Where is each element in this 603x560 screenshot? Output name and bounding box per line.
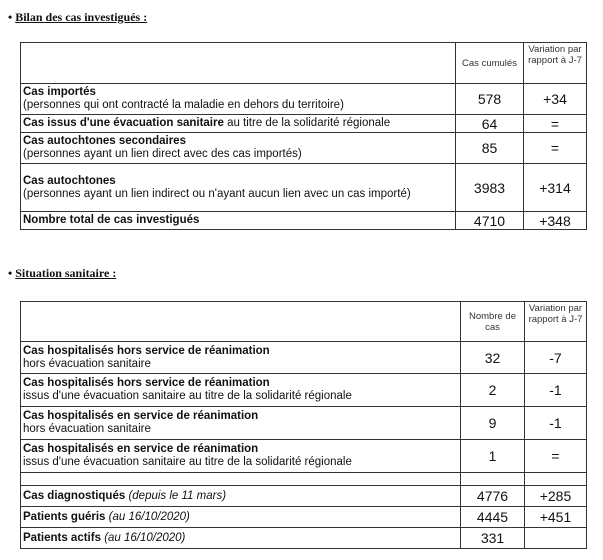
row-label: Cas importés bbox=[23, 86, 96, 98]
row-value: 3983 bbox=[456, 164, 524, 212]
table-row bbox=[21, 115, 587, 133]
row-variation: +314 bbox=[524, 164, 587, 212]
section-title-situation: • Situation sanitaire : bbox=[8, 266, 117, 280]
row-value: 4445 bbox=[461, 507, 525, 528]
row-label: Cas issus d'une évacuation sanitaire bbox=[23, 117, 224, 129]
header-nombre-de-cas: Nombre de cas bbox=[461, 302, 525, 342]
table-row bbox=[21, 342, 587, 374]
row-sublabel: issus d'une évacuation sanitaire au titre de la solidarité régionale bbox=[23, 390, 352, 402]
header-variation: Variation par rapport à J-7 bbox=[525, 302, 587, 342]
row-sublabel: (personnes ayant un lien direct avec des cas importés) bbox=[23, 148, 302, 160]
table-row bbox=[21, 374, 587, 407]
row-note: (au 16/10/2020) bbox=[108, 510, 190, 523]
row-label: Nombre total de cas investigués bbox=[23, 214, 200, 226]
table-row-summary bbox=[21, 486, 587, 507]
table-row-summary bbox=[21, 528, 587, 549]
row-sublabel: au titre de la solidarité régionale bbox=[223, 117, 391, 129]
row-variation: = bbox=[524, 115, 587, 133]
row-sublabel: hors évacuation sanitaire bbox=[23, 423, 151, 435]
table-bilan-cas bbox=[20, 42, 587, 230]
row-label: Patients guéris bbox=[23, 510, 106, 523]
row-variation: +34 bbox=[524, 84, 587, 115]
table-row bbox=[21, 133, 587, 164]
row-value: 4776 bbox=[461, 486, 525, 507]
row-variation: +348 bbox=[524, 212, 587, 230]
row-variation: = bbox=[524, 133, 587, 164]
row-sublabel: issus d'une évacuation sanitaire au titre de la solidarité régionale bbox=[23, 456, 352, 468]
row-label: Cas hospitalisés hors service de réanimation bbox=[23, 377, 270, 389]
table-row-total bbox=[21, 212, 587, 230]
row-label: Cas hospitalisés en service de réanimation bbox=[23, 443, 259, 455]
row-variation: -7 bbox=[525, 342, 587, 374]
table-row-summary bbox=[21, 507, 587, 528]
row-note: (au 16/10/2020) bbox=[104, 531, 186, 544]
row-label: Cas diagnostiqués bbox=[23, 489, 126, 502]
row-variation: +285 bbox=[525, 486, 587, 507]
row-sublabel: (personnes ayant un lien indirect ou n'ayant aucun lien avec un cas importé) bbox=[23, 187, 411, 200]
row-variation bbox=[525, 528, 587, 549]
row-label: Cas autochtones bbox=[23, 174, 116, 187]
table-row bbox=[21, 440, 587, 473]
row-value: 9 bbox=[461, 407, 525, 440]
section-title-bilan: • Bilan des cas investigués : bbox=[8, 10, 148, 24]
row-value: 32 bbox=[461, 342, 525, 374]
row-variation: = bbox=[525, 440, 587, 473]
header-variation: Variation par rapport à J-7 bbox=[524, 43, 587, 84]
row-sublabel: hors évacuation sanitaire bbox=[23, 357, 151, 370]
row-value: 4710 bbox=[456, 212, 524, 230]
table-row bbox=[21, 407, 587, 440]
row-variation: +451 bbox=[525, 507, 587, 528]
row-variation: -1 bbox=[525, 407, 587, 440]
row-value: 331 bbox=[461, 528, 525, 549]
row-label: Patients actifs bbox=[23, 531, 101, 544]
row-value: 64 bbox=[456, 115, 524, 133]
header-cas-cumules: Cas cumulés bbox=[456, 43, 524, 84]
table-row bbox=[21, 164, 587, 212]
row-value: 1 bbox=[461, 440, 525, 473]
row-variation: -1 bbox=[525, 374, 587, 407]
row-value: 578 bbox=[456, 84, 524, 115]
row-label: Cas autochtones secondaires bbox=[23, 135, 186, 147]
table-row bbox=[21, 84, 587, 115]
table-spacer-row bbox=[21, 473, 587, 486]
row-note: (depuis le 11 mars) bbox=[128, 489, 227, 502]
row-sublabel: (personnes qui ont contracté la maladie en dehors du territoire) bbox=[23, 99, 344, 111]
table-situation-sanitaire bbox=[20, 301, 587, 549]
header-empty-cell bbox=[21, 43, 456, 84]
row-value: 85 bbox=[456, 133, 524, 164]
table-header-row bbox=[21, 302, 587, 342]
row-label: Cas hospitalisés hors service de réanimation bbox=[23, 344, 270, 357]
row-label: Cas hospitalisés en service de réanimation bbox=[23, 410, 259, 422]
header-empty-cell bbox=[21, 302, 461, 342]
table-header-row bbox=[21, 43, 587, 84]
row-value: 2 bbox=[461, 374, 525, 407]
